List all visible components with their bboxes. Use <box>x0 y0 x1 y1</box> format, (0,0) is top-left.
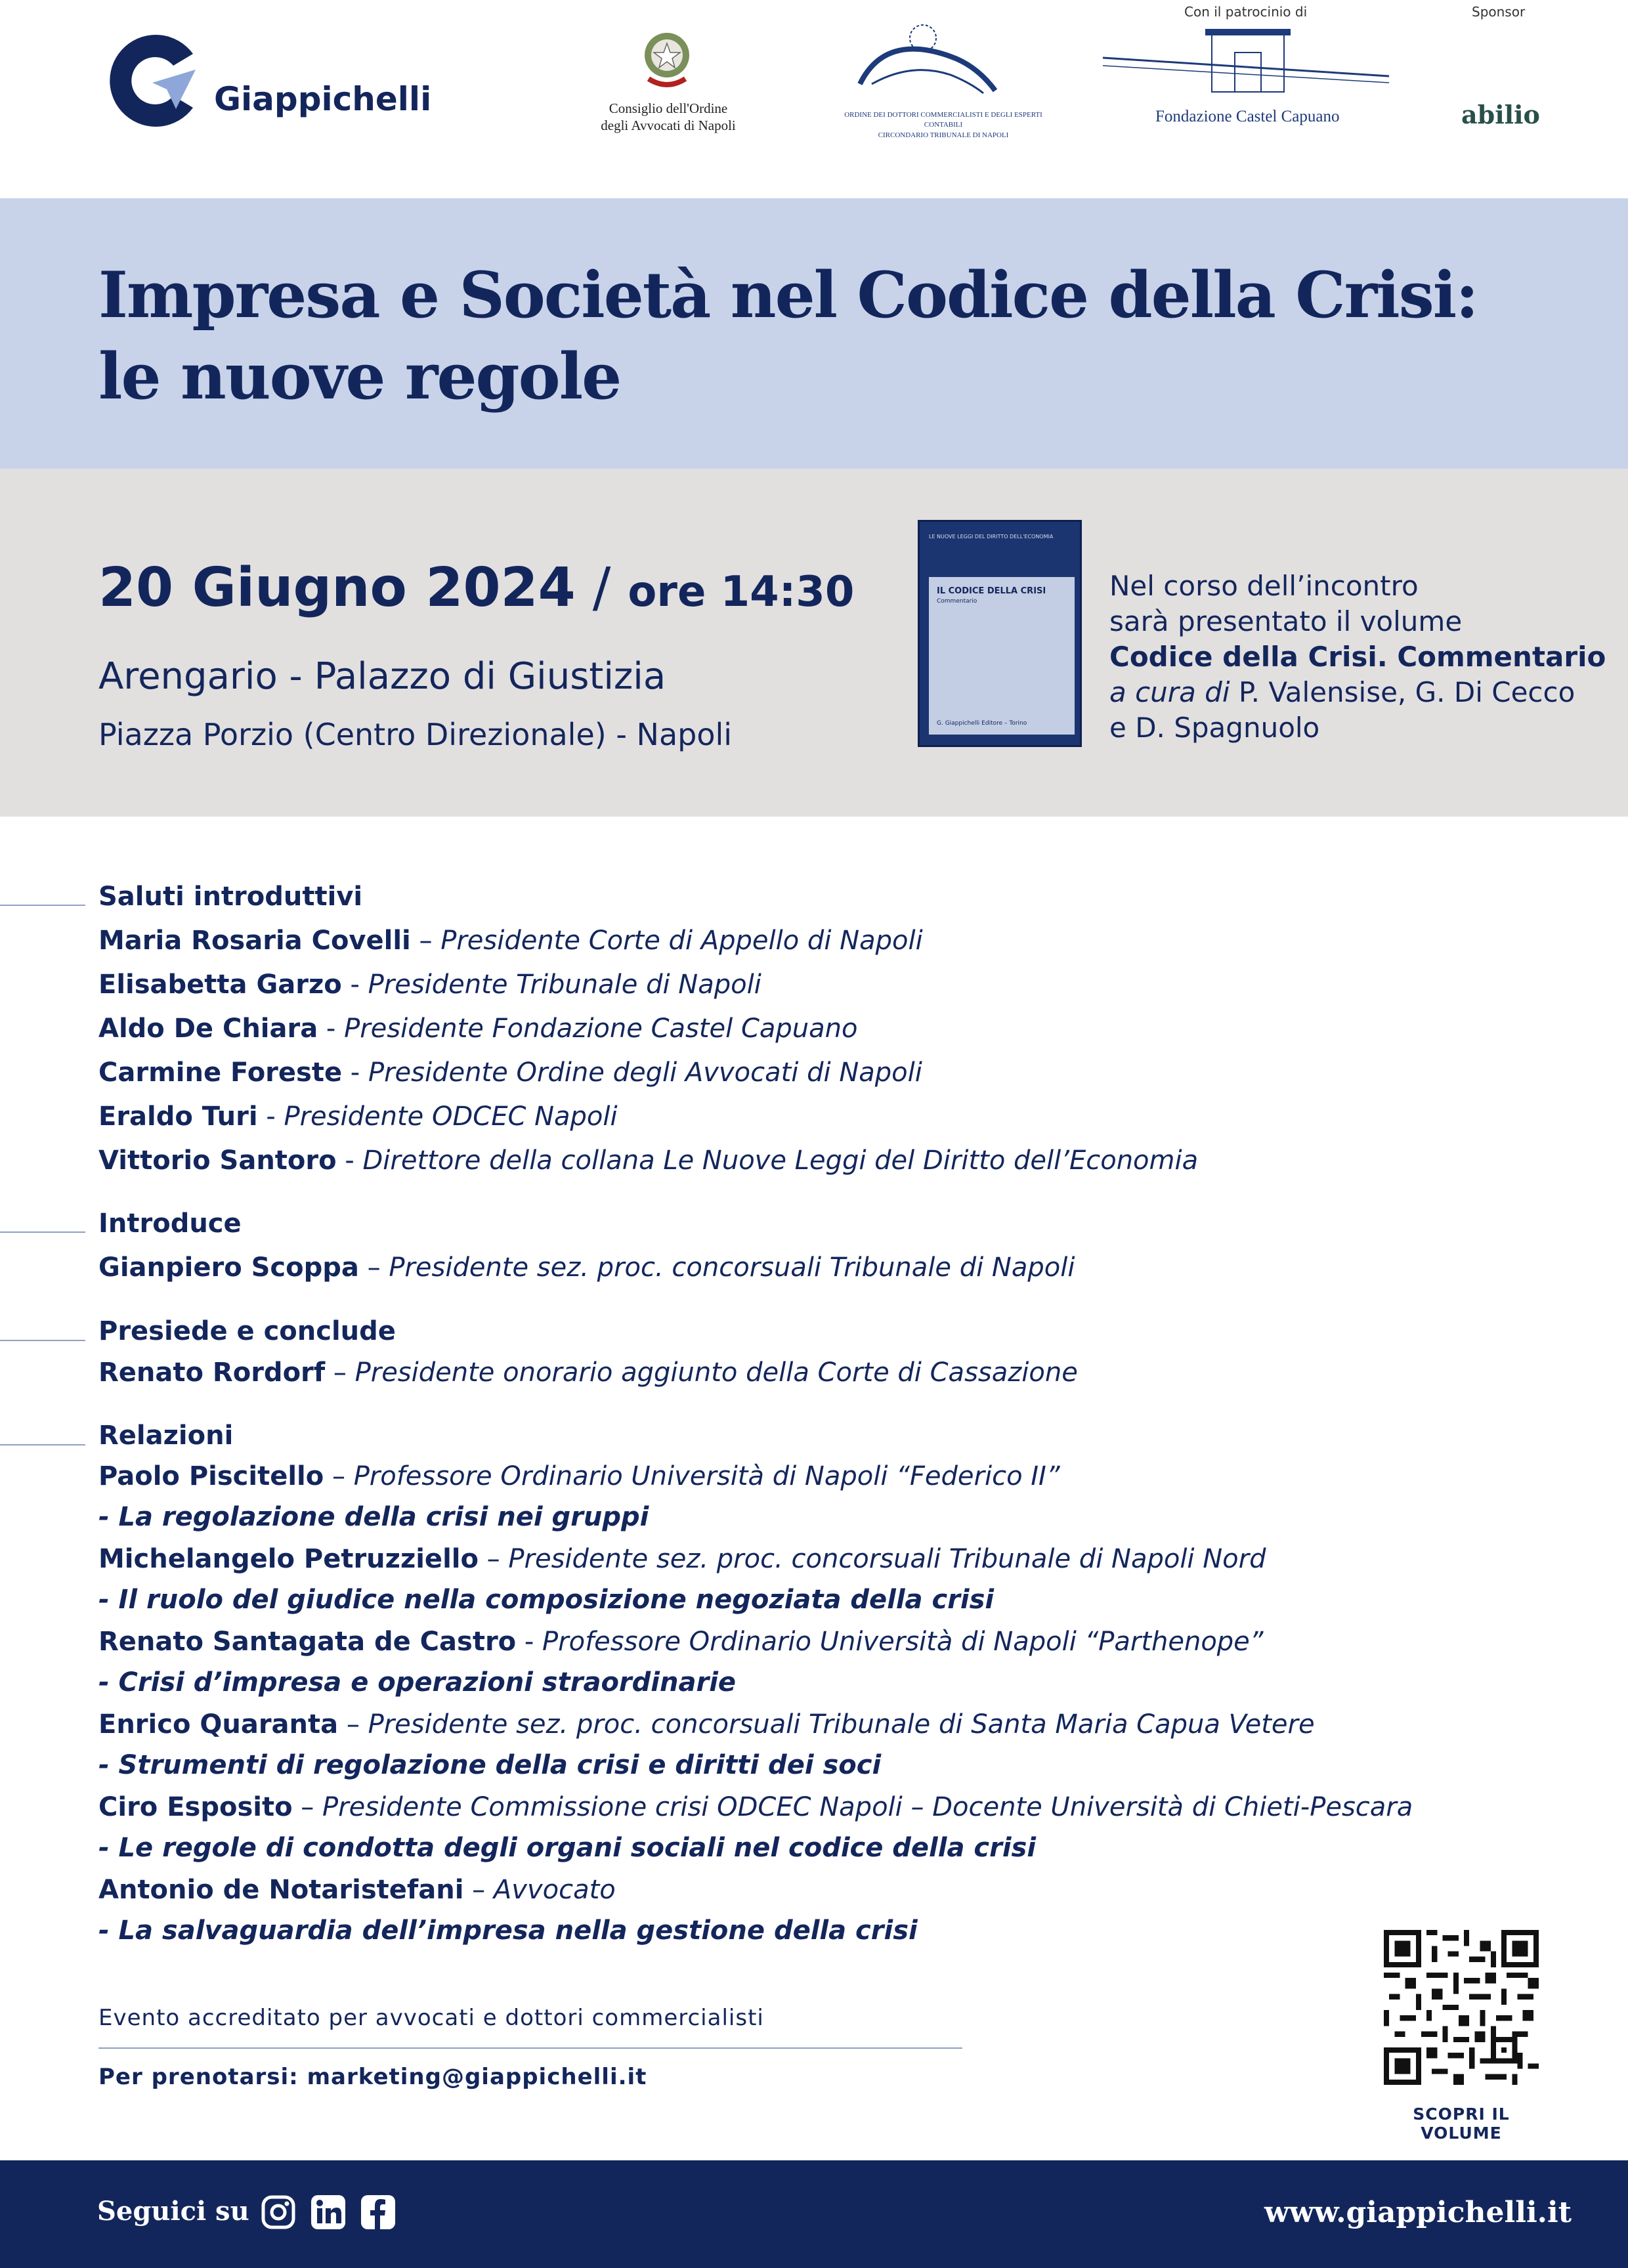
speaker-separator: – <box>478 1544 509 1574</box>
odcec-logo-icon <box>846 20 1042 105</box>
section-rule <box>0 1444 85 1445</box>
volume-curated-label: a cura di <box>1109 676 1230 708</box>
talk-topic: - La salvaguardia dell’impresa nella gestione della crisi <box>98 1915 918 1946</box>
speaker-role: Presidente ODCEC Napoli <box>284 1102 618 1132</box>
event-venue: Arengario - Palazzo di Giustizia <box>98 655 666 698</box>
speaker-name: Gianpiero Scoppa <box>98 1252 359 1283</box>
speaker-separator: – <box>292 1792 323 1822</box>
greeting-row <box>98 1058 922 1088</box>
intro-row <box>98 1252 1075 1283</box>
speaker-separator: - <box>341 970 368 1000</box>
book-cover-title: IL CODICE DELLA CRISI <box>937 586 1046 596</box>
org1-line2: degli Avvocati di Napoli <box>601 118 736 134</box>
instagram-icon[interactable] <box>261 2195 295 2229</box>
speaker-name: Enrico Quaranta <box>98 1709 339 1740</box>
org1-line1: Consiglio dell'Ordine <box>609 100 728 116</box>
speaker-separator: - <box>257 1102 284 1132</box>
speaker-name: Eraldo Turi <box>98 1102 258 1132</box>
volume-editors-line2: e D. Spagnuolo <box>1109 712 1320 744</box>
speaker-name: Vittorio Santoro <box>98 1145 337 1176</box>
qr-label: SCOPRI IL VOLUME <box>1413 2105 1510 2143</box>
greeting-row <box>98 926 923 956</box>
section-rule <box>0 1231 85 1233</box>
greeting-row <box>98 970 761 1000</box>
speaker-name: Aldo De Chiara <box>98 1014 318 1044</box>
facebook-icon[interactable] <box>361 2195 395 2229</box>
volume-line2: sarà presentato il volume <box>1109 605 1463 637</box>
event-date-time <box>98 557 854 619</box>
talk-speaker-row <box>98 1461 1060 1491</box>
speaker-role: Professore Ordinario Università di Napoli “Parthenope” <box>542 1627 1264 1657</box>
speaker-role: Direttore della collana Le Nuove Leggi del Diritto dell’Economia <box>362 1145 1199 1176</box>
book-series: LE NUOVE LEGGI DEL DIRITTO DELL'ECONOMIA <box>929 534 1054 540</box>
talk-topic: - Le regole di condotta degli organi sociali nel codice della crisi <box>98 1833 1037 1863</box>
speaker-role: Presidente Corte di Appello di Napoli <box>440 926 923 956</box>
speaker-separator: – <box>324 1461 354 1491</box>
talks-heading: Relazioni <box>98 1421 234 1451</box>
talk-speaker-row <box>98 1875 616 1905</box>
date-separator: / <box>575 557 628 619</box>
org2-line2: CIRCONDARIO TRIBUNALE DI NAPOLI <box>878 131 1009 139</box>
volume-presentation <box>1109 568 1606 746</box>
accreditation-rule <box>98 2047 962 2049</box>
speaker-name: Carmine Foreste <box>98 1058 343 1088</box>
booking-contact[interactable]: Per prenotarsi: marketing@giappichelli.it <box>98 2064 647 2090</box>
patronage-label: Con il patrocinio di <box>1184 4 1308 20</box>
speaker-name: Antonio de Notaristefani <box>98 1875 464 1905</box>
follow-us-label: Seguici su <box>97 2196 249 2227</box>
speaker-role: Professore Ordinario Università di Napoli “Federico II” <box>353 1461 1060 1491</box>
event-title-line1: Impresa e Società nel Codice della Crisi: <box>98 258 1478 332</box>
section-rule <box>0 905 85 906</box>
patron-name: Fondazione Castel Capuano <box>1155 108 1340 125</box>
talk-topic: - Strumenti di regolazione della crisi e diritti dei soci <box>98 1750 882 1780</box>
speaker-name: Elisabetta Garzo <box>98 970 342 1000</box>
volume-line1: Nel corso dell’incontro <box>1109 570 1419 602</box>
org2-name <box>828 110 1058 140</box>
greeting-row <box>98 1145 1198 1176</box>
accreditation-note: Evento accreditato per avvocati e dottori commercialisti <box>98 2005 764 2031</box>
section-rule <box>0 1340 85 1341</box>
speaker-separator: - <box>336 1145 363 1176</box>
speaker-name: Renato Santagata de Castro <box>98 1627 517 1657</box>
speaker-role: Presidente sez. proc. concorsuali Tribunale di Napoli <box>389 1252 1075 1283</box>
speaker-role: Presidente Commissione crisi ODCEC Napoli – Docente Università di Chieti-Pescara <box>322 1792 1413 1822</box>
speaker-separator: - <box>318 1014 345 1044</box>
book-cover <box>918 520 1082 747</box>
speaker-name: Maria Rosaria Covelli <box>98 926 411 956</box>
book-cover-publisher: G. Giappichelli Editore – Torino <box>937 720 1027 727</box>
event-title-line2: le nuove regole <box>98 339 621 414</box>
event-time: ore 14:30 <box>628 568 855 616</box>
volume-title: Codice della Crisi. Commentario <box>1109 641 1606 673</box>
greeting-row <box>98 1102 618 1132</box>
speaker-name: Paolo Piscitello <box>98 1461 324 1491</box>
speaker-name: Renato Rordorf <box>98 1358 326 1388</box>
speaker-name: Michelangelo Petruzziello <box>98 1544 479 1574</box>
castel-capuano-logo-icon <box>1100 26 1392 105</box>
talk-topic: - Crisi d’impresa e operazioni straordinarie <box>98 1667 737 1698</box>
speaker-separator: – <box>410 926 441 956</box>
talk-speaker-row <box>98 1627 1264 1657</box>
speaker-name: Ciro Esposito <box>98 1792 293 1822</box>
brand-name: Giappichelli <box>214 80 432 118</box>
speaker-separator: – <box>463 1875 494 1905</box>
talk-speaker-row <box>98 1709 1315 1740</box>
volume-editors-line1: P. Valensise, G. Di Cecco <box>1230 676 1575 708</box>
speaker-separator: – <box>358 1252 389 1283</box>
website-link[interactable]: www.giappichelli.it <box>1264 2196 1572 2229</box>
greetings-heading: Saluti introduttivi <box>98 882 363 912</box>
talk-topic: - La regolazione della crisi nei gruppi <box>98 1502 649 1532</box>
talk-speaker-row <box>98 1544 1266 1574</box>
speaker-separator: - <box>342 1058 368 1088</box>
speaker-separator: - <box>516 1627 543 1657</box>
org1-name <box>584 100 752 135</box>
qr-code-icon[interactable] <box>1384 1930 1539 2085</box>
speaker-separator: – <box>338 1709 368 1740</box>
speaker-role: Presidente Ordine degli Avvocati di Napoli <box>368 1058 922 1088</box>
speaker-separator: – <box>325 1358 355 1388</box>
org2-line1: ORDINE DEI DOTTORI COMMERCIALISTI E DEGLI ESPERTI CONTABILI <box>844 111 1042 129</box>
speaker-role: Presidente sez. proc. concorsuali Tribunale di Santa Maria Capua Vetere <box>368 1709 1315 1740</box>
italian-emblem-icon <box>641 22 693 96</box>
book-cover-subtitle: Commentario <box>937 598 977 605</box>
speaker-role: Avvocato <box>493 1875 616 1905</box>
chair-row <box>98 1358 1078 1388</box>
talk-speaker-row <box>98 1792 1413 1822</box>
talk-topic: - Il ruolo del giudice nella composizione negoziata della crisi <box>98 1585 995 1615</box>
event-date: 20 Giugno 2024 <box>98 557 576 619</box>
sponsor-name: abilio <box>1461 100 1540 129</box>
intro-heading: Introduce <box>98 1209 242 1239</box>
chair-heading: Presiede e conclude <box>98 1316 396 1346</box>
event-title <box>98 255 1478 417</box>
greeting-row <box>98 1014 858 1044</box>
linkedin-icon[interactable] <box>311 2195 345 2229</box>
speaker-role: Presidente Tribunale di Napoli <box>368 970 761 1000</box>
speaker-role: Presidente sez. proc. concorsuali Tribunale di Napoli Nord <box>508 1544 1266 1574</box>
sponsor-label: Sponsor <box>1472 4 1526 20</box>
speaker-role: Presidente Fondazione Castel Capuano <box>344 1014 858 1044</box>
speaker-role: Presidente onorario aggiunto della Corte di Cassazione <box>354 1358 1078 1388</box>
giappichelli-logo-icon <box>96 32 201 130</box>
event-address: Piazza Porzio (Centro Direzionale) - Napoli <box>98 717 733 752</box>
